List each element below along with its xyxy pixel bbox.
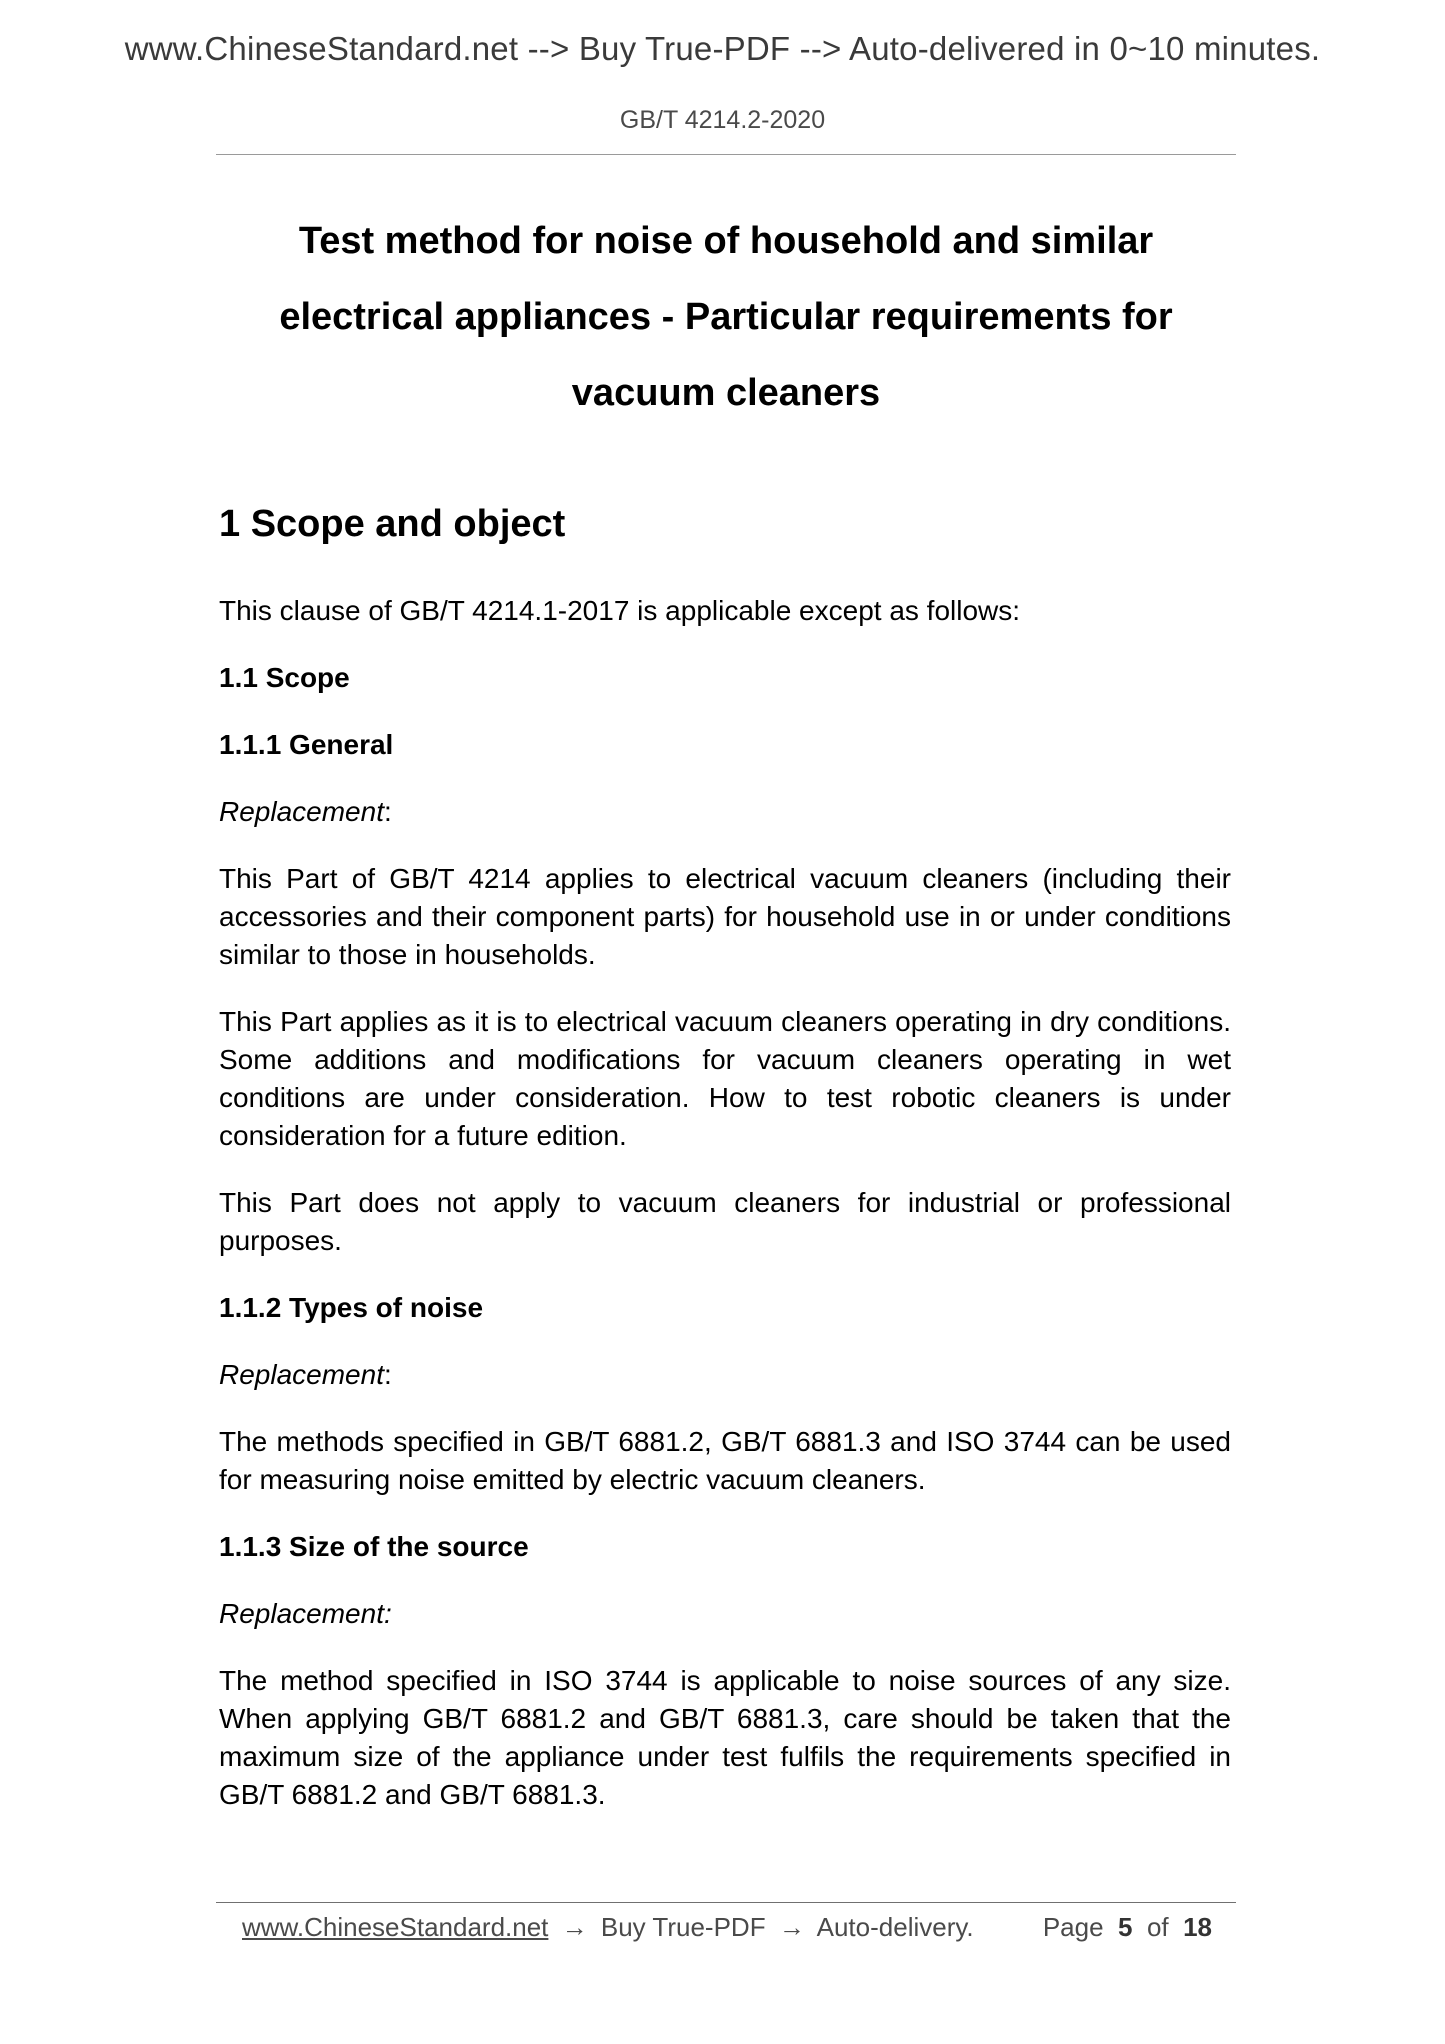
footer-rule [216,1902,1236,1903]
document-title [216,203,1236,431]
running-head: GB/T 4214.2-2020 [619,106,826,134]
title-line-2: electrical appliances - Particular requirements for [279,296,1173,338]
replacement-label: Replacement: [219,796,392,827]
section-heading: 1 Scope and object [219,503,566,545]
paragraph: The method specified in ISO 3744 is applicable to noise sources of any size. When applying GB/T 6881.2 and GB/T 6881.3, care should be taken that the maximum size of the appliance under test fulfils the requirements specified in GB/T 6881.2 and GB/T 6881.3. [219,1665,1231,1810]
footer-buy-text: Buy True-PDF [600,1912,766,1942]
paragraph: This Part applies as it is to electrical vacuum cleaners operating in dry conditions. Some additions and modifications for vacuum cleaners operating in wet conditions are under consideration. How to test robotic cleaners is under consideration for a future edition. [219,1006,1231,1151]
replacement-label: Replacement: [219,1359,392,1390]
page-label: Page [1042,1912,1104,1942]
title-line-1: Test method for noise of household and similar [298,220,1154,262]
clause-heading-size-of-source: 1.1.3 Size of the source [219,1531,529,1562]
page-footer [242,1906,1212,1948]
clause-heading-general: 1.1.1 General [219,729,394,760]
replacement-label: Replacement: [219,1598,392,1629]
clause-heading-types-of-noise: 1.1.2 Types of noise [219,1292,484,1323]
page-total: 18 [1183,1912,1212,1942]
page-current: 5 [1118,1912,1133,1942]
replacement-text: Replacement [219,796,384,827]
document-body [219,494,1231,1843]
subsection-heading: 1.1 Scope [219,662,350,693]
paragraph: This Part of GB/T 4214 applies to electrical vacuum cleaners (including their accessories and their component parts) for household use in or under conditions similar to those in households. [219,863,1231,970]
section-intro: This clause of GB/T 4214.1-2017 is applicable except as follows: [219,595,1021,626]
arrow-right-icon: → [561,1912,588,1942]
paragraph: This Part does not apply to vacuum cleaners for industrial or professional purposes. [219,1187,1231,1256]
paragraph: The methods specified in GB/T 6881.2, GB/T 6881.3 and ISO 3744 can be used for measuring noise emitted by electric vacuum cleaners. [219,1426,1231,1495]
arrow-right-icon: → [778,1912,805,1942]
page-of-label: of [1146,1912,1169,1942]
title-line-3: vacuum cleaners [571,372,881,414]
site-banner: www.ChineseStandard.net --> Buy True-PDF --> Auto-delivered in 0~10 minutes. [124,30,1321,67]
replacement-text: Replacement [219,1359,384,1390]
page-indicator [1043,1906,1212,1948]
header-rule [216,154,1236,155]
footer-site-link[interactable]: www.ChineseStandard.net [242,1912,549,1942]
footer-delivery-text: Auto-delivery. [816,1912,974,1942]
